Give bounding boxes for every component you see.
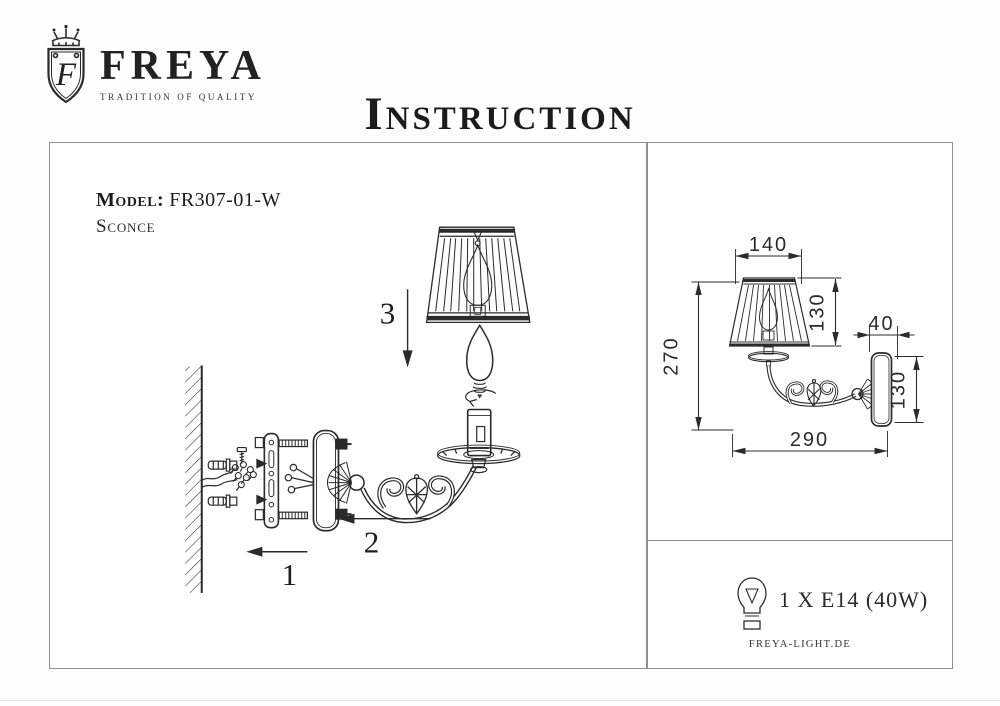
- logo-text: [100, 24, 266, 102]
- candle-bulb: [467, 325, 493, 398]
- dimension-drawing: [648, 143, 952, 540]
- dim-290: 290: [789, 429, 830, 451]
- wall: [185, 365, 202, 592]
- dim-130-shade: 130: [806, 292, 829, 332]
- step-3: [380, 289, 413, 367]
- step-1-label: 1: [281, 556, 298, 592]
- fixture-wires: [285, 464, 313, 492]
- dimension-shade-width: [736, 234, 802, 284]
- bobeche: [438, 445, 520, 473]
- website: FREYA-LIGHT.DE: [748, 639, 852, 650]
- dim-crystal: [807, 380, 821, 407]
- dim-40: 40: [868, 313, 895, 335]
- brand-name: FREYA: [100, 43, 266, 89]
- push-arrow: [256, 459, 267, 469]
- bulb-icon: [732, 575, 772, 633]
- screw: [237, 448, 246, 464]
- shade-pleats: [436, 238, 520, 311]
- step-1: [246, 547, 307, 592]
- model-value: FR307-01-W: [169, 189, 281, 211]
- canopy-base: [313, 431, 338, 531]
- base-screw: [335, 439, 351, 450]
- push-arrow: [256, 495, 267, 505]
- dimension-total-height: [661, 282, 740, 430]
- supply-wires: [201, 472, 237, 488]
- fan-ornament: [327, 462, 351, 504]
- dim-shade: [730, 278, 810, 346]
- step-2-label: 2: [363, 524, 380, 560]
- dimension-backplate-height: [888, 357, 924, 423]
- assembly-panel: [49, 142, 647, 669]
- step-3-label: 3: [379, 295, 396, 331]
- crystal-drop: [406, 475, 427, 514]
- dim-140: 140: [748, 234, 789, 256]
- brand-tagline: TRADITION OF QUALITY: [100, 92, 257, 102]
- dimensions-section: [648, 143, 952, 540]
- wire-connectors: [230, 462, 256, 491]
- product-type: Sconce: [96, 216, 156, 237]
- model-label: Model:: [96, 189, 165, 211]
- page-edge: [0, 700, 1000, 701]
- dim-arm: [749, 347, 877, 409]
- logo-monogram: F: [55, 57, 77, 93]
- assembly-diagram: [50, 143, 646, 668]
- spec-panel: [647, 142, 953, 669]
- wall-anchor: [208, 495, 237, 507]
- lampshade: [427, 227, 530, 322]
- dim-130-backplate: 130: [887, 369, 910, 410]
- mounting-bolt: [255, 438, 307, 448]
- dimension-total-projection: [733, 429, 888, 457]
- lamp-socket: [468, 410, 491, 456]
- page-title: Instruction: [364, 88, 636, 141]
- dimension-mount-depth: [854, 313, 915, 359]
- wall-hatching: [185, 366, 201, 592]
- mounting-bracket: [264, 434, 278, 528]
- bulb-spec-section: [648, 540, 952, 668]
- bulb-spec: 1 X E14 (40W): [779, 587, 929, 612]
- dim-270: 270: [660, 336, 683, 376]
- dimension-shade-height: [798, 278, 842, 346]
- mounting-bolt: [255, 510, 307, 520]
